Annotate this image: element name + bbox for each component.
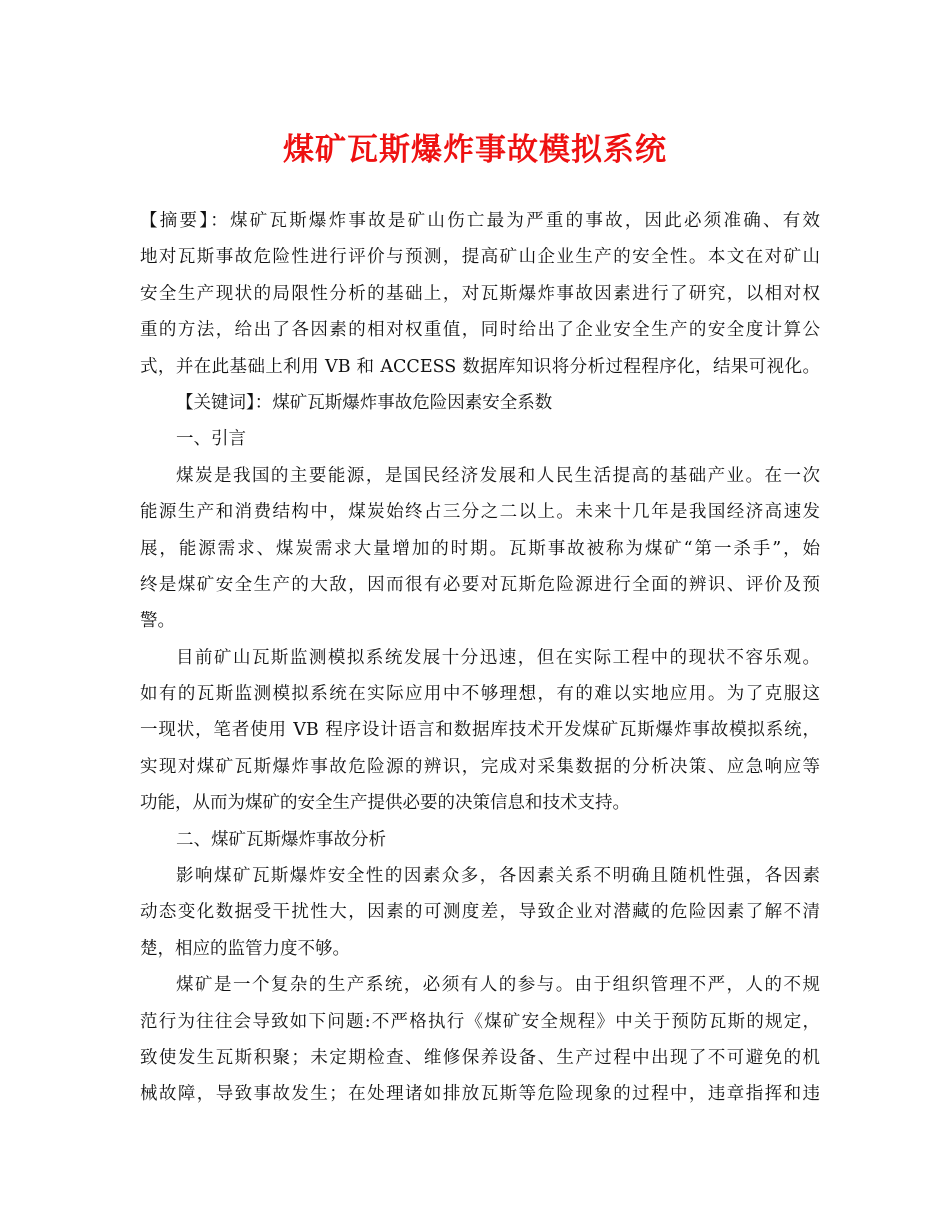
- paragraph-line: 如有的瓦斯监测模拟系统在实际应用中不够理想，有的难以实地应用。为了克服这: [140, 684, 820, 705]
- paragraph-line: 影响煤矿瓦斯爆炸安全性的因素众多，各因素关系不明确且随机性强，各因素: [176, 866, 820, 887]
- paragraph-line: 展，能源需求、煤炭需求大量增加的时期。瓦斯事故被称为煤矿“第一杀手”，始: [140, 538, 820, 559]
- paragraph-line: 一现状，笔者使用 VB 程序设计语言和数据库技术开发煤矿瓦斯爆炸事故模拟系统，: [140, 720, 820, 741]
- document-body: [140, 203, 820, 1113]
- paragraph-line: 警。: [140, 611, 175, 632]
- abstract-line: 【摘要】：煤矿瓦斯爆炸事故是矿山伤亡最为严重的事故，因此必须准确、有效: [140, 211, 820, 231]
- paragraph-line: 功能，从而为煤矿的安全生产提供必要的决策信息和技术支持。: [140, 793, 630, 814]
- section-heading-analysis: 二、煤矿瓦斯爆炸事故分析: [176, 829, 386, 850]
- paragraph-line: 动态变化数据受干扰性大，因素的可测度差，导致企业对潜藏的危险因素了解不清: [140, 902, 820, 923]
- abstract-line: 地对瓦斯事故危险性进行评价与预测，提高矿山企业生产的安全性。本文在对矿山: [140, 247, 820, 268]
- paragraph-line: 煤炭是我国的主要能源，是国民经济发展和人民生活提高的基础产业。在一次: [176, 465, 820, 486]
- keywords-line: 【关键词】：煤矿瓦斯爆炸事故危险因素安全系数: [176, 392, 553, 413]
- section-heading-introduction: 一、引言: [176, 429, 246, 450]
- paragraph-line: 目前矿山瓦斯监测模拟系统发展十分迅速，但在实际工程中的现状不容乐观。: [176, 647, 820, 668]
- paragraph-line: 楚，相应的监管力度不够。: [140, 938, 350, 959]
- document-title: 煤矿瓦斯爆炸事故模拟系统: [283, 132, 667, 168]
- paragraph-line: 实现对煤矿瓦斯爆炸事故危险源的辨识，完成对采集数据的分析决策、应急响应等: [140, 756, 820, 777]
- paragraph-line: 范行为往往会导致如下问题:不严格执行《煤矿安全规程》中关于预防瓦斯的规定，: [140, 1011, 820, 1032]
- paragraph-line: 能源生产和消费结构中，煤炭始终占三分之二以上。未来十几年是我国经济高速发: [140, 502, 820, 523]
- abstract-line: 式，并在此基础上利用 VB 和 ACCESS 数据库知识将分析过程程序化，结果可视化。: [140, 356, 820, 377]
- paragraph-line: 械故障，导致事故发生；在处理诸如排放瓦斯等危险现象的过程中，违章指挥和违: [140, 1084, 820, 1105]
- paragraph-line: 致使发生瓦斯积聚；未定期检查、维修保养设备、生产过程中出现了不可避免的机: [140, 1047, 820, 1068]
- abstract-line: 重的方法，给出了各因素的相对权重值，同时给出了企业安全生产的安全度计算公: [140, 320, 820, 341]
- paragraph-line: 煤矿是一个复杂的生产系统，必须有人的参与。由于组织管理不严，人的不规: [176, 975, 820, 996]
- paragraph-line: 终是煤矿安全生产的大敌，因而很有必要对瓦斯危险源进行全面的辨识、评价及预: [140, 574, 820, 595]
- abstract-line: 安全生产现状的局限性分析的基础上，对瓦斯爆炸事故因素进行了研究，以相对权: [140, 283, 820, 304]
